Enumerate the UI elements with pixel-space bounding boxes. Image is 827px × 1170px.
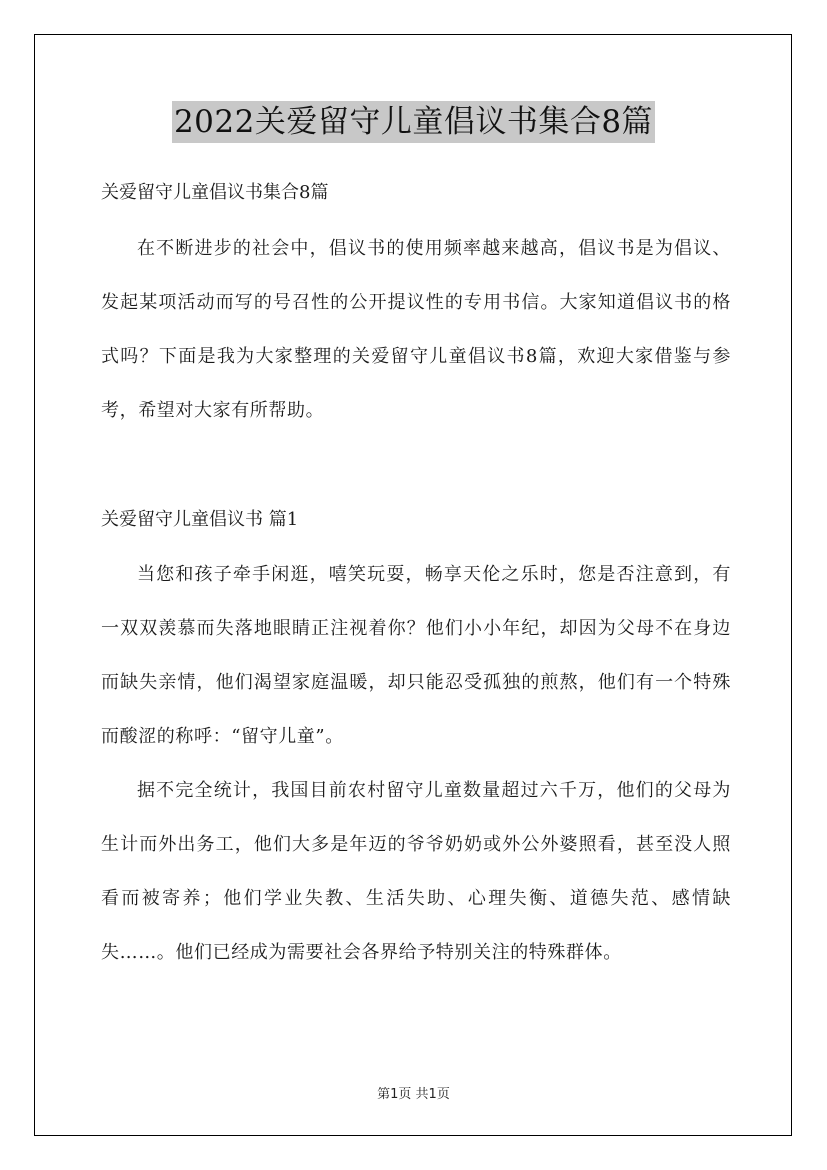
section-paragraph-1: 当您和孩子牵手闲逛，嘻笑玩耍，畅享天伦之乐时，您是否注意到，有一双双羡慕而失落地眼睛正注视着你？他们小小年纪，却因为父母不在身边而缺失亲情，他们渴望家庭温暖，却只能忍受孤独的煎熬，他们有一个特殊而酸涩的称呼：“留守儿童”。 (101, 564, 731, 747)
document-subtitle: 关爱留守儿童倡议书集合8篇 (101, 182, 329, 203)
document-title: 2022关爱留守儿童倡议书集合8篇 (172, 101, 655, 143)
intro-paragraph: 在不断进步的社会中，倡议书的使用频率越来越高，倡议书是为倡议、发起某项活动而写的号召性的公开提议性的专用书信。大家知道倡议书的格式吗？下面是我为大家整理的关爱留守儿童倡议书8篇，欢迎大家借鉴与参考，希望对大家有所帮助。 (101, 238, 731, 421)
section-heading: 关爱留守儿童倡议书 篇1 (101, 509, 299, 530)
section-paragraph-2: 据不完全统计，我国目前农村留守儿童数量超过六千万，他们的父母为生计而外出务工，他们大多是年迈的爷爷奶奶或外公外婆照看，甚至没人照看而被寄养；他们学业失教、生活失助、心理失衡、道德失范、感情缺失……。他们已经成为需要社会各界给予特别关注的特殊群体。 (101, 780, 731, 963)
page-footer: 第1页 共1页 (377, 1087, 450, 1102)
title-container (0, 101, 827, 143)
